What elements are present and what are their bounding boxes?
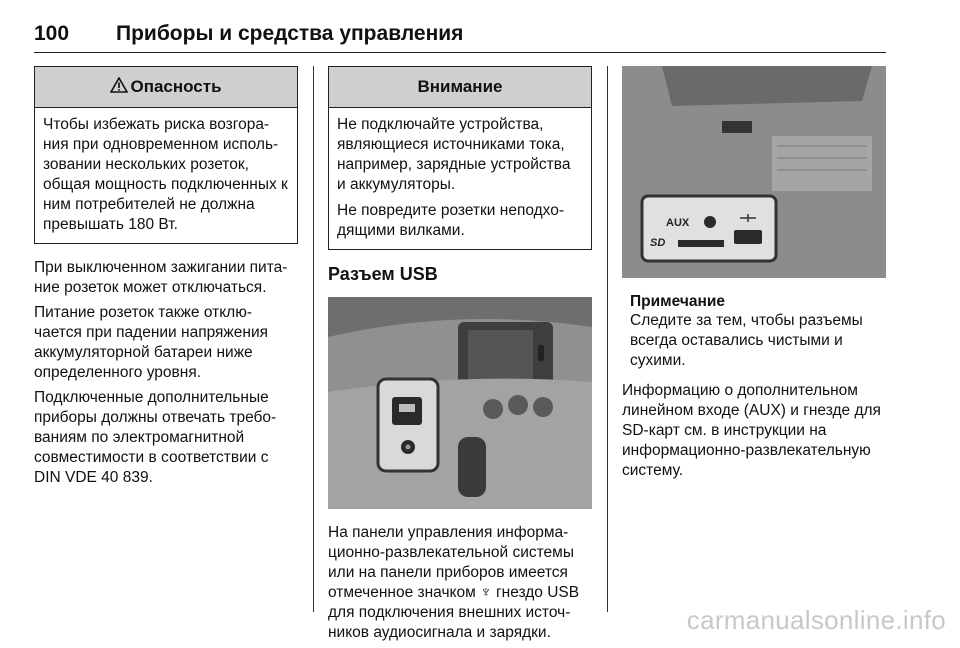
warning-triangle-icon xyxy=(110,77,128,98)
attention-box-text: Не повредите розетки неподхо-дящими вилками. xyxy=(337,202,565,239)
watermark: carmanualsonline.info xyxy=(686,605,946,635)
usb-section-text-block xyxy=(328,523,592,643)
sd-label: SD xyxy=(650,237,666,249)
note-block xyxy=(622,292,886,371)
attention-box-text: Не подключайте устройства, являющиеся источниками тока, например, зарядные устройства и аккумуляторы. xyxy=(337,116,571,193)
page-number: 100 xyxy=(34,22,70,45)
danger-box-header xyxy=(35,67,297,108)
page-title: Приборы и средства управления xyxy=(116,22,464,45)
paragraph: Информацию о дополнительном линейном входе (AUX) и гнезде для SD-карт см. в инструкции на информационно-развлекательную систему. xyxy=(622,382,881,479)
page-header xyxy=(34,22,886,53)
usb-section-text: На панели управления информа-ционно-развлекательной системы или на панели приборов имеется отмеченное значком ♆ гнездо USB для подключения внешних источ-ников аудиосигнала и зарядки. xyxy=(328,524,580,641)
danger-box xyxy=(34,66,298,244)
paragraph: Подключенные дополнительные приборы должны отвечать требо-ваниям по электромагнитной совместимости в соответствии с DIN VDE 40 839. xyxy=(34,389,277,486)
usb-section-title: Разъем USB xyxy=(328,264,438,284)
column-2 xyxy=(328,66,592,648)
column-1 xyxy=(34,66,298,493)
column-divider xyxy=(607,66,608,612)
paragraph: Питание розеток также отклю-чается при падении напряжения аккумуляторной батареи ниже определенного уровня. xyxy=(34,304,269,381)
paragraph: При выключенном зажигании пита-ние розеток может отключаться. xyxy=(34,259,288,296)
danger-box-text: Чтобы избежать риска возгора-ния при одновременном исполь-зовании нескольких розеток, общая мощность подключенных к ним потребителей не должна превышать 180 Вт. xyxy=(43,116,288,233)
note-text: Следите за тем, чтобы разъемы всегда оставались чистыми и сухими. xyxy=(630,312,863,369)
col1-text xyxy=(34,258,298,488)
attention-box-title: Внимание xyxy=(417,77,503,96)
aux-label: AUX xyxy=(666,217,690,229)
danger-box-title: Опасность xyxy=(130,77,222,96)
usb-dashboard-figure xyxy=(328,297,592,509)
column-divider xyxy=(313,66,314,612)
col3-text xyxy=(622,381,886,481)
attention-box xyxy=(328,66,592,250)
attention-box-header xyxy=(329,67,591,108)
aux-sd-figure xyxy=(622,66,886,278)
note-title: Примечание xyxy=(630,293,725,310)
column-3 xyxy=(622,66,886,486)
